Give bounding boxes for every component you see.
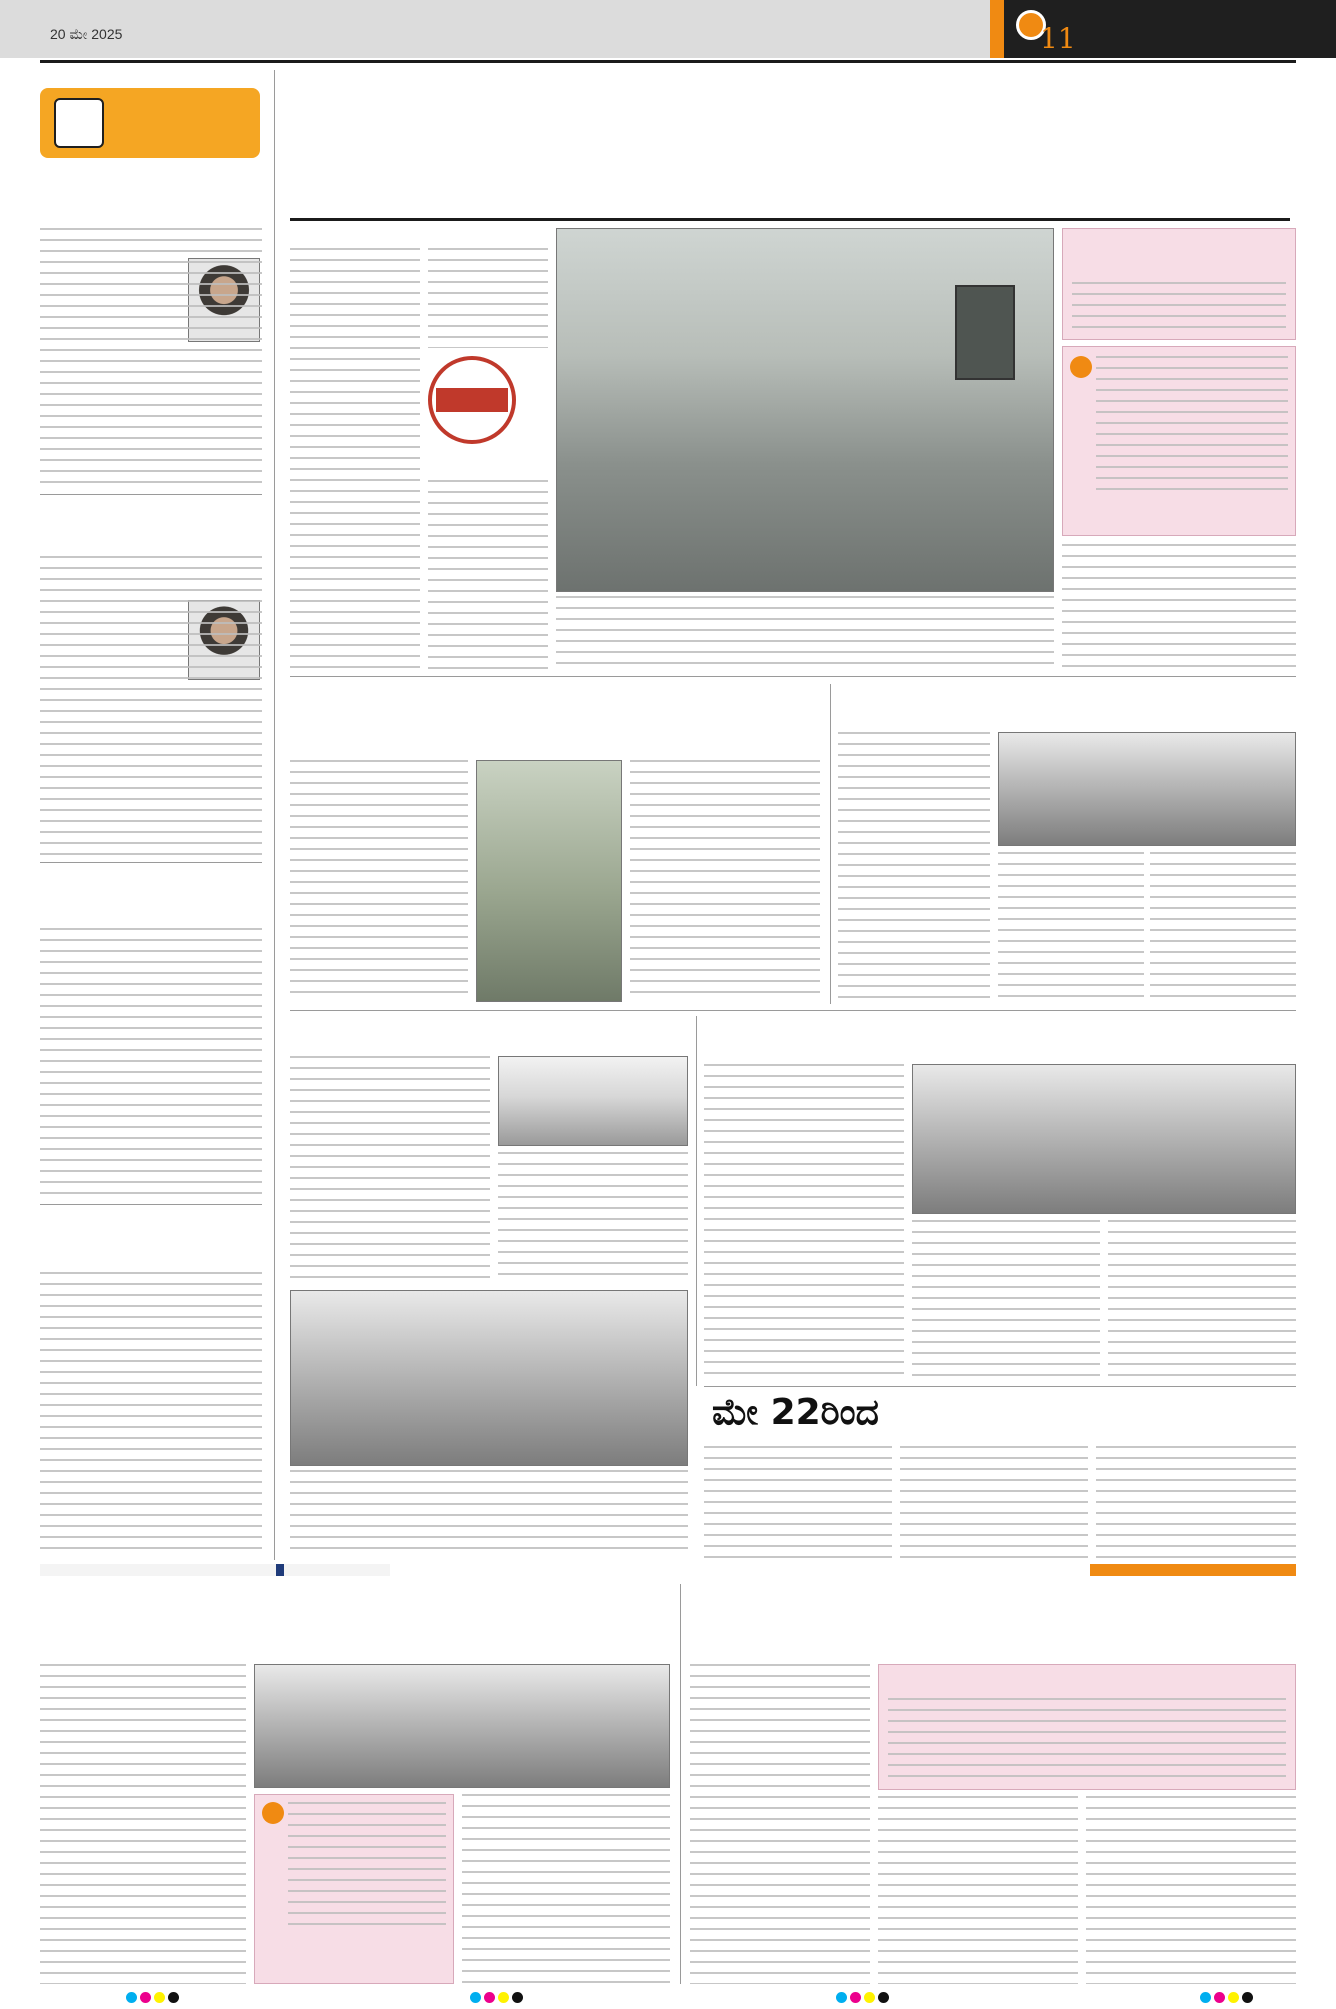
law-school-headline xyxy=(290,1016,690,1052)
lead-rule xyxy=(290,218,1290,221)
expo-column-3 xyxy=(1096,1446,1296,1558)
water-crisis-kicker xyxy=(290,684,820,710)
registration-mark-magenta xyxy=(484,1992,495,2003)
kirusuddi-divider-3 xyxy=(40,1204,262,1205)
lead-photo-caption xyxy=(556,596,1054,670)
registration-mark-yellow xyxy=(1228,1992,1239,2003)
lead-sidebar-body xyxy=(1072,282,1286,336)
lead-column-3 xyxy=(428,480,548,670)
masthead-place xyxy=(58,44,178,58)
digantha-vishesha-label xyxy=(436,388,508,412)
nagaratnamma-photo xyxy=(254,1664,670,1788)
bottom-rule xyxy=(680,1584,681,1984)
row2-rule xyxy=(830,684,831,1004)
band-divider-mid xyxy=(276,1564,284,1576)
lead-column-1 xyxy=(290,248,420,668)
sadhana-sidebar-title xyxy=(888,1668,1286,1694)
lead-bottom-rule xyxy=(290,676,1296,677)
expo-column-1 xyxy=(704,1446,892,1558)
expo-headline: ಮೇ 22ರಿಂದ xyxy=(712,1392,879,1433)
lead-column-2 xyxy=(428,248,548,348)
sadhana-kicker xyxy=(690,1584,1296,1610)
row2-bottom-rule xyxy=(290,1010,1296,1011)
registration-mark-black xyxy=(878,1992,889,2003)
model-panchayat-column-3 xyxy=(1150,852,1296,1004)
lead-quote-attribution xyxy=(1072,500,1286,530)
nagaratnamma-column-1 xyxy=(40,1664,246,1984)
bus-icon xyxy=(955,285,1015,380)
lead-kicker xyxy=(290,96,1210,136)
nagaratnamma-quote-icon xyxy=(262,1802,284,1824)
kirusuddi-item-1-body xyxy=(40,228,262,488)
ratnagovindaraju-column-3 xyxy=(1108,1220,1296,1380)
masthead-rule xyxy=(40,60,1296,63)
law-school-column-2 xyxy=(498,1152,688,1278)
kirusuddi-header xyxy=(112,104,252,144)
water-crisis-column-2 xyxy=(630,760,820,1002)
ratnagovindaraju-column-2 xyxy=(912,1220,1100,1380)
water-crisis-headline xyxy=(290,712,820,756)
registration-mark-yellow xyxy=(864,1992,875,2003)
band-divider-left xyxy=(40,1564,390,1576)
row3-rule xyxy=(696,1016,697,1386)
sadhana-sidebar-body xyxy=(888,1698,1286,1784)
registration-mark-black xyxy=(1242,1992,1253,2003)
model-panchayat-column-1 xyxy=(838,732,990,1004)
registration-mark-black xyxy=(168,1992,179,2003)
kirusuddi-divider-1 xyxy=(40,494,262,495)
group-photo xyxy=(290,1290,688,1466)
water-crisis-photo-pole xyxy=(476,760,622,1002)
lead-headline xyxy=(290,140,1290,216)
kirusuddi-hand-icon xyxy=(54,98,104,148)
ratnagovindaraju-column-1 xyxy=(704,1064,904,1380)
sadhana-column-3 xyxy=(1086,1796,1296,1984)
registration-mark-yellow xyxy=(498,1992,509,2003)
quote-drop-icon xyxy=(1070,356,1092,378)
registration-mark-yellow xyxy=(154,1992,165,2003)
sadhana-column-1 xyxy=(690,1664,870,1984)
nagaratnamma-headline xyxy=(40,1612,670,1660)
law-school-column-1 xyxy=(290,1056,490,1278)
kirusuddi-item-3-title xyxy=(40,868,262,924)
kirusuddi-item-2-title xyxy=(40,500,262,552)
lead-byline xyxy=(290,226,530,244)
brand-tagline xyxy=(1150,40,1320,54)
nagaratnamma-column-2 xyxy=(462,1794,670,1984)
nagaratnamma-kicker xyxy=(40,1584,670,1610)
band-divider-right xyxy=(1090,1564,1296,1576)
page-number: 11 xyxy=(1040,22,1076,55)
expo-column-2 xyxy=(900,1446,1088,1558)
registration-mark-cyan xyxy=(1200,1992,1211,2003)
group-photo-caption xyxy=(290,1470,688,1558)
lead-sidebar-title xyxy=(1072,232,1286,278)
kirusuddi-item-4-title xyxy=(40,1210,262,1266)
ratnagovindaraju-photo xyxy=(912,1064,1296,1214)
nagaratnamma-quote-body xyxy=(288,1802,446,1932)
brand-stripe xyxy=(990,0,1004,58)
row3-bottom-rule xyxy=(704,1386,1296,1387)
registration-mark-magenta xyxy=(1214,1992,1225,2003)
lead-photo-flooded-road xyxy=(556,228,1054,592)
kirusuddi-item-1-title xyxy=(40,168,262,224)
registration-mark-black xyxy=(512,1992,523,2003)
registration-mark-magenta xyxy=(850,1992,861,2003)
section-title xyxy=(440,4,700,56)
model-panchayat-headline xyxy=(838,688,1296,728)
registration-mark-magenta xyxy=(140,1992,151,2003)
masthead-day xyxy=(50,8,170,24)
model-panchayat-photo xyxy=(998,732,1296,846)
model-panchayat-column-2 xyxy=(998,852,1144,1004)
law-school-photo xyxy=(498,1056,688,1146)
kirusuddi-item-4-body xyxy=(40,1272,262,1552)
registration-mark-cyan xyxy=(126,1992,137,2003)
lead-column-right xyxy=(1062,544,1296,670)
sadhana-headline xyxy=(690,1612,1296,1660)
left-column-rule xyxy=(274,70,275,1560)
nagaratnamma-quote-attribution xyxy=(262,1940,448,1976)
sadhana-column-2 xyxy=(878,1796,1078,1984)
ratnagovindaraju-headline xyxy=(704,1016,1296,1060)
kirusuddi-item-2-body xyxy=(40,556,262,856)
lead-quote-body xyxy=(1096,356,1288,496)
masthead-date: 20 ಮೇ 2025 xyxy=(50,26,123,42)
kirusuddi-item-3-body xyxy=(40,928,262,1198)
registration-mark-cyan xyxy=(836,1992,847,2003)
water-crisis-column-1 xyxy=(290,760,468,1002)
kirusuddi-divider-2 xyxy=(40,862,262,863)
registration-mark-cyan xyxy=(470,1992,481,2003)
